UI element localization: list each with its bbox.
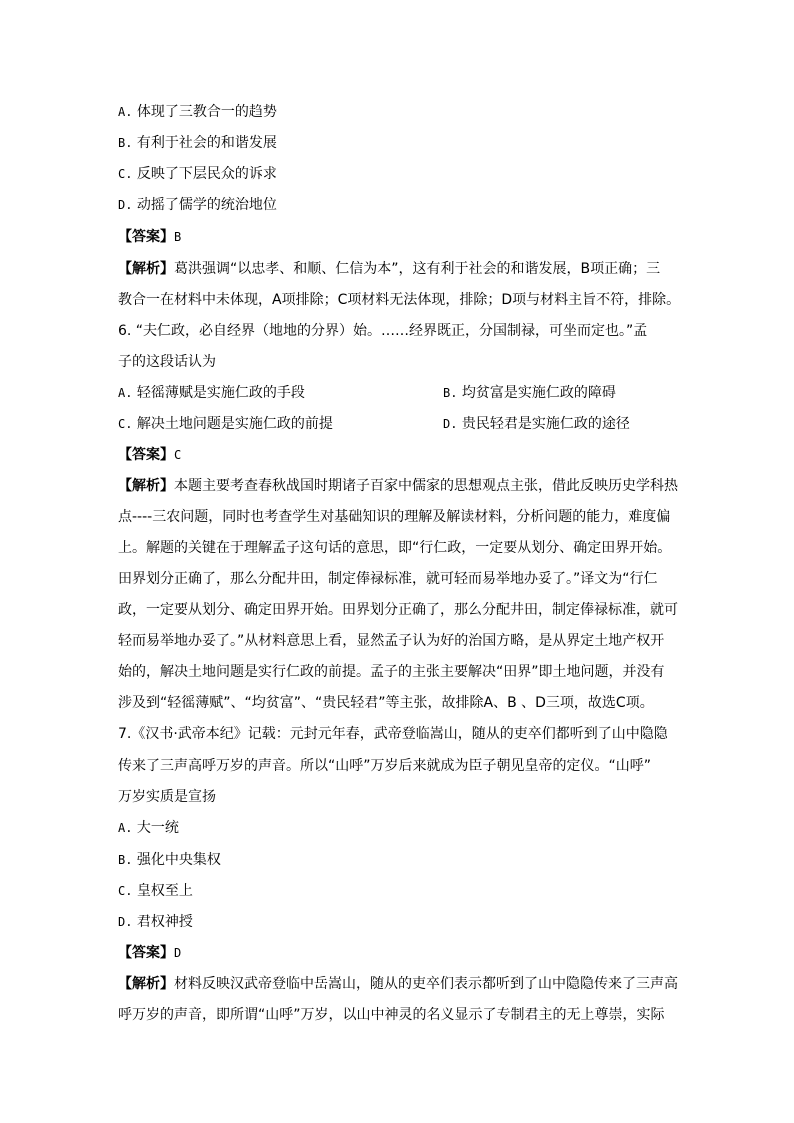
q6-option-d: D. 贵民轻君是实施仁政的途径 [443,416,630,432]
q5-option-a: A. 体现了三教合一的趋势 [118,104,277,120]
q6-analysis-label: 【解析】 [118,478,174,494]
q6-analysis-line-7: 始的，解决土地问题是实行仁政的前提。孟子的主张主要解决“田界”即土地问题，并没有 [118,664,665,680]
q7-analysis-label: 【解析】 [118,976,174,992]
q7-answer-label: 【答案】 [118,945,174,961]
q6-stem-line-1: 6. “夫仁政，必自经界（地地的分界）始。……经界既正，分国制禄，可坐而定也。”孟 [118,323,648,339]
q6-option-b: B. 均贫富是实施仁政的障碍 [443,385,616,401]
q7-answer-value: D [174,946,182,960]
q6-answer [118,445,181,465]
q5-answer [118,227,181,247]
q5-answer-label: 【答案】 [118,229,174,245]
q7-option-b: B. 强化中央集权 [118,852,221,868]
q6-analysis-line-1: 【解析】本题主要考查春秋战国时期诸子百家中儒家的思想观点主张，借此反映历史学科热 [118,478,678,494]
q6-analysis-line-2: 点----三农问题，同时也考查学生对基础知识的理解及解读材料，分析问题的能力，难度偏 [118,509,671,525]
q5-option-d: D. 动摇了儒学的统治地位 [118,197,277,213]
q6-analysis-line-8: 涉及到“轻徭薄赋”、“均贫富”、“贵民轻君”等主张，故排除A、B 、D三项，故选C项。 [118,695,654,711]
q7-option-a: A. 大一统 [118,820,179,836]
q7-stem-line-2: 传来了三声高呼万岁的声音。所以“山呼”万岁后来就成为臣子朝见皇帝的定仪。“山呼” [118,758,652,774]
q6-option-c: C. 解决土地问题是实施仁政的前提 [118,416,333,432]
q5-analysis-line-2: 教合一在材料中未体现，A项排除；C项材料无法体现，排除；D项与材料主旨不符，排除。 [118,292,681,308]
q7-stem-line-1: 7.《汉书·武帝本纪》记载：元封元年春，武帝登临嵩山，随从的吏卒们都听到了山中隐隐 [118,726,668,742]
q6-analysis-line-5: 政，一定要从划分、确定田界开始。田界划分正确了，那么分配井田，制定俸禄标准，就可 [118,602,678,618]
q7-analysis-line-2: 呼万岁的声音，即所谓“山呼”万岁，以山中神灵的名义显示了专制君主的无上尊崇，实际 [118,1007,665,1023]
q7-option-c: C. 皇权至上 [118,883,193,899]
q7-analysis-line-1: 【解析】材料反映汉武帝登临中岳嵩山，随从的吏卒们表示都听到了山中隐隐传来了三声高 [118,976,678,992]
q6-analysis-line-3: 上。解题的关键在于理解孟子这句话的意思，即“行仁政，一定要从划分、确定田界开始。 [118,540,672,556]
q6-analysis-line-6: 轻而易举地办妥了。”从材料意思上看，显然孟子认为好的治国方略，是从界定土地产权开 [118,633,665,649]
q5-option-c: C. 反映了下层民众的诉求 [118,166,277,182]
q5-answer-value: B [174,230,182,244]
q7-stem-line-3: 万岁实质是宣扬 [118,789,216,805]
q5-analysis-line-1: 【解析】葛洪强调“以忠孝、和顺、仁信为本”，这有利于社会的和谐发展，B项正确；三 [118,261,661,277]
q6-analysis-line-4: 田界划分正确了，那么分配井田，制定俸禄标准，就可轻而易举地办妥了。”译文为“行仁 [118,571,658,587]
q6-stem-line-2: 子的这段话认为 [118,354,216,370]
q7-answer [118,943,181,963]
q5-analysis-label: 【解析】 [118,261,174,277]
q7-option-d: D. 君权神授 [118,914,193,930]
q6-answer-label: 【答案】 [118,447,174,463]
q6-option-a: A. 轻徭薄赋是实施仁政的手段 [118,385,305,401]
q6-answer-value: C [174,448,182,462]
q5-option-b: B. 有利于社会的和谐发展 [118,135,277,151]
